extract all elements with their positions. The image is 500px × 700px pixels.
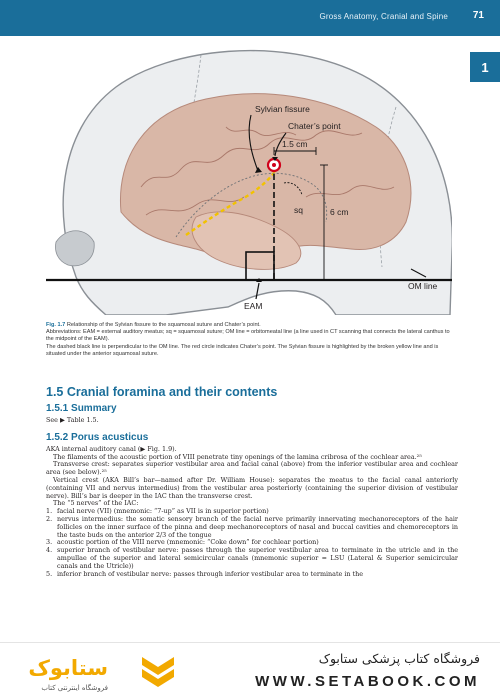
summary-heading: 1.5.1 Summary xyxy=(46,403,117,414)
label-sq: sq xyxy=(294,205,303,215)
logo-subtitle: فروشگاه اینترنتی کتاب xyxy=(41,684,108,692)
list-item: 1. facial nerve (VII) (mnemonic: “7-up” as VII is in superior portion) xyxy=(46,507,269,516)
label-chaters-point: Chater’s point xyxy=(288,121,341,131)
running-title: Gross Anatomy, Cranial and Spine xyxy=(319,12,448,21)
section-heading: 1.5 Cranial foramina and their contents xyxy=(46,385,278,399)
orbit xyxy=(56,231,95,266)
nerve-list xyxy=(46,508,458,578)
list-item: 3. acoustic portion of the VIII nerve (mnemonic: “Coke down” for cochlear portion) xyxy=(46,538,319,547)
list-item: 5. inferior branch of vestibular nerve: passes through inferior vestibular area to terminate in the xyxy=(46,569,364,578)
logo-wordmark: ستابوک xyxy=(28,656,108,680)
chapter-tab[interactable]: 1 xyxy=(470,52,500,82)
label-sylvian-fissure: Sylvian fissure xyxy=(255,104,310,114)
paragraph: The “5 nerves” of the IAC: xyxy=(53,499,139,508)
setabook-logo xyxy=(8,649,126,695)
porus-heading: 1.5.2 Porus acusticus xyxy=(46,431,149,443)
figure-number: Fig. 1.7 xyxy=(46,322,66,328)
skull-illustration xyxy=(46,37,452,315)
paragraph: AKA internal auditory canal (▶ Fig. 1.9). xyxy=(46,444,177,453)
figure-note: The dashed black line is perpendicular to the OM line. The red circle indicates Chater’s point. The Sylvian fissure is highlighted by the broken yellow line and is situated under the anterior squamosal suture. xyxy=(46,343,439,357)
paragraph: Vertical crest (AKA Bill’s bar—named after Dr. William House): separates the meatus to the facial canal anteriorly (containing VII and nervus intermedius) from the vestibular area posteriorly (containing the superior division of vestibular nerve). Bill’s bar is deeper in the IAC than the transverse crest. xyxy=(46,475,458,500)
figure-caption xyxy=(46,322,458,358)
book-chevron-icon xyxy=(140,651,176,691)
paragraph: Transverse crest: separates superior vestibular area and facial canal (above) from the inferior vestibular area and cochlear area (see below).²⁵ xyxy=(46,460,458,477)
label-om-line: OM line xyxy=(408,281,438,291)
summary-text[interactable]: See ▶ Table 1.5. xyxy=(46,416,99,424)
label-eam: EAM xyxy=(244,301,263,311)
list-item: 4. superior branch of vestibular nerve: passes through the superior vestibular area to terminate in the utricle and in the ampullae of the superior and lateral semicircular canals (mnemonic superior = LSU (Lateral & Superior semicircular canals and the Utricle)) xyxy=(46,546,458,570)
website-link[interactable]: WWW.SETABOOK.COM xyxy=(255,673,480,690)
figure-title: Relationship of the Sylvian fissure to the squamosal suture and Chater’s point. xyxy=(66,322,261,328)
page-number: 71 xyxy=(472,10,484,21)
shop-name: فروشگاه کتاب پزشکی ستابوک xyxy=(318,651,480,666)
label-1-5-cm: 1.5 cm xyxy=(282,139,308,149)
list-item: 2. nervus intermedius: the somatic sensory branch of the facial nerve primarily innervating mechanoreceptors of the hair follicles on the inner surface of the pinna and deep mechanoreceptors of nasal and buccal cavities and chemoreceptors in the taste buds on the anterior 2/3 of the tongue xyxy=(46,514,458,539)
label-6-cm: 6 cm xyxy=(330,207,349,217)
skull-figure xyxy=(46,37,452,315)
main-content xyxy=(46,385,458,578)
figure-abbreviations: Abbreviations: EAM = external auditory meatus; sq = squamosal suture; OM line = orbitomeatal line (a line used in CT scanning that connects the lateral canthus to the midpoint of the EAM). xyxy=(46,329,450,343)
setabook-banner[interactable] xyxy=(0,642,500,700)
paragraph: The filaments of the acoustic portion of VIII penetrate tiny openings of the lamina cribrosa of the cochlear area.²⁵ xyxy=(53,452,422,461)
